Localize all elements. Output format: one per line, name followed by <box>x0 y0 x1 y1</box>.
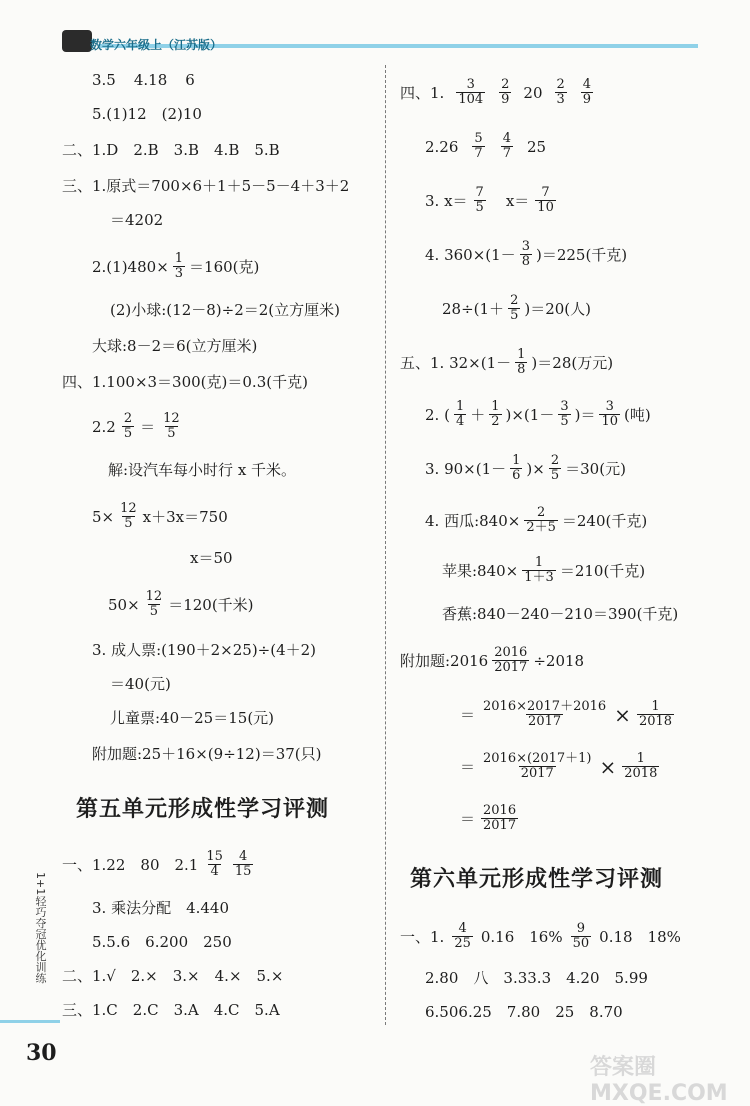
answer-line: 儿童票:40－25＝15(元) <box>110 709 275 727</box>
answer-line: (2)小球:(12－8)÷2＝2(立方厘米) <box>110 301 340 319</box>
answer-line: x＝50 <box>190 549 233 567</box>
answer-line: 四、1. $\frac{3}{104}$ $\frac{2}{9}$ 20 $\frac{2}{3}$ $\frac{4}{9}$ <box>400 77 592 107</box>
answer-line: 附加题:25＋16×(9÷12)＝37(只) <box>92 745 322 763</box>
answer-line: 附加题:2016 $\frac{2016}{2017}$ ÷2018 <box>400 645 585 675</box>
answer-line: 解:设汽车每小时行 x 千米。 <box>108 461 297 479</box>
answer-line: 3. 成人票:(190＋2×25)÷(4＋2) <box>92 641 317 659</box>
answer-line: ＝ $\frac{2016}{2017}$ <box>460 803 517 833</box>
answer-line: 一、1.22 80 2.1 $\frac{15}{4}$ $\frac{4}{15}$ <box>62 849 252 879</box>
answer-line: 3. x＝ $\frac{7}{5}$ x＝ $\frac{7}{10}$ <box>425 185 554 215</box>
answer-line: 三、1.C 2.C 3.A 4.C 5.A <box>62 1001 280 1019</box>
answer-line: 4. 360×(1－ $\frac{3}{8}$ )＝225(千克) <box>425 239 628 269</box>
answer-line: 2.2 $\frac{2}{5}$ ＝ $\frac{12}{5}$ <box>92 411 180 441</box>
answer-line: ＝4202 <box>110 211 164 229</box>
answer-line: 2.26 $\frac{5}{7}$ $\frac{4}{7}$ 25 <box>425 131 547 161</box>
watermark: 答案圈 MXQE.COM <box>590 1055 728 1106</box>
answer-line: 5× $\frac{12}{5}$ x＋3x＝750 <box>92 501 228 531</box>
sidebar-stripe <box>0 1020 60 1023</box>
section-heading: 第六单元形成性学习评测 <box>410 867 664 892</box>
series-label: 1+1轻巧夺冠优化训练 <box>34 872 47 984</box>
answer-line: 香蕉:840－240－210＝390(千克) <box>442 605 679 623</box>
page-number: 30 <box>26 1040 57 1066</box>
answer-line: 二、1.D 2.B 3.B 4.B 5.B <box>62 141 280 159</box>
answer-line: 6.506.25 7.80 25 8.70 <box>425 1003 623 1021</box>
answer-line: 5.(1)12 (2)10 <box>92 105 202 123</box>
answer-line: 2.(1)480× $\frac{1}{3}$ ＝160(克) <box>92 251 260 281</box>
answer-line: 三、1.原式＝700×6＋1＋5－5－4＋3＋2 <box>62 177 350 195</box>
answer-line: 四、1.100×3＝300(克)＝0.3(千克) <box>62 373 308 391</box>
answer-line: 五、1. 32×(1－ $\frac{1}{8}$ )＝28(万元) <box>400 347 614 377</box>
answer-line: 一、1. $\frac{4}{25}$ 0.16 16% $\frac{9}{50}$ 0.18 18% <box>400 921 681 951</box>
answer-line: ＝40(元) <box>110 675 171 693</box>
answer-line: 2.80 八 3.33.3 4.20 5.99 <box>425 969 648 987</box>
column-divider <box>385 65 386 1025</box>
header-title: 数学六年级上（江苏版） <box>90 38 223 52</box>
section-heading: 第五单元形成性学习评测 <box>76 797 330 822</box>
answer-line: 二、1.√ 2.× 3.× 4.× 5.× <box>62 967 284 985</box>
answer-line: 苹果:840× $\frac{1}{1+3}$ ＝210(千克) <box>442 555 646 585</box>
answer-line: ＝ $\frac{2016\times 2017+2016}{2017}$ × $\frac{1}{2018}$ <box>460 699 673 729</box>
answer-line: 50× $\frac{12}{5}$ ＝120(千米) <box>108 589 254 619</box>
answer-line: 3. 90×(1－ $\frac{1}{6}$ )× $\frac{2}{5}$ ＝30(元) <box>425 453 626 483</box>
answer-line: 3. 乘法分配 4.440 <box>92 899 230 917</box>
answer-line: 2. ( $\frac{1}{4}$ ＋ $\frac{1}{2}$ )×(1－ $\frac{3}{5}$ )＝ $\frac{3}{10}$ (吨) <box>425 399 651 429</box>
answer-line: 3.5 4.18 6 <box>92 71 195 89</box>
answer-line: 4. 西瓜:840× $\frac{2}{2+5}$ ＝240(千克) <box>425 505 648 535</box>
answer-line: 大球:8－2＝6(立方厘米) <box>92 337 258 355</box>
answer-line: 28÷(1＋ $\frac{2}{5}$ )＝20(人) <box>442 293 591 323</box>
answer-line: 5.5.6 6.200 250 <box>92 933 232 951</box>
header-logo <box>62 30 92 52</box>
answer-line: ＝ $\frac{2016\times(2017+1)}{2017}$ × $\frac{1}{2018}$ <box>460 751 658 781</box>
